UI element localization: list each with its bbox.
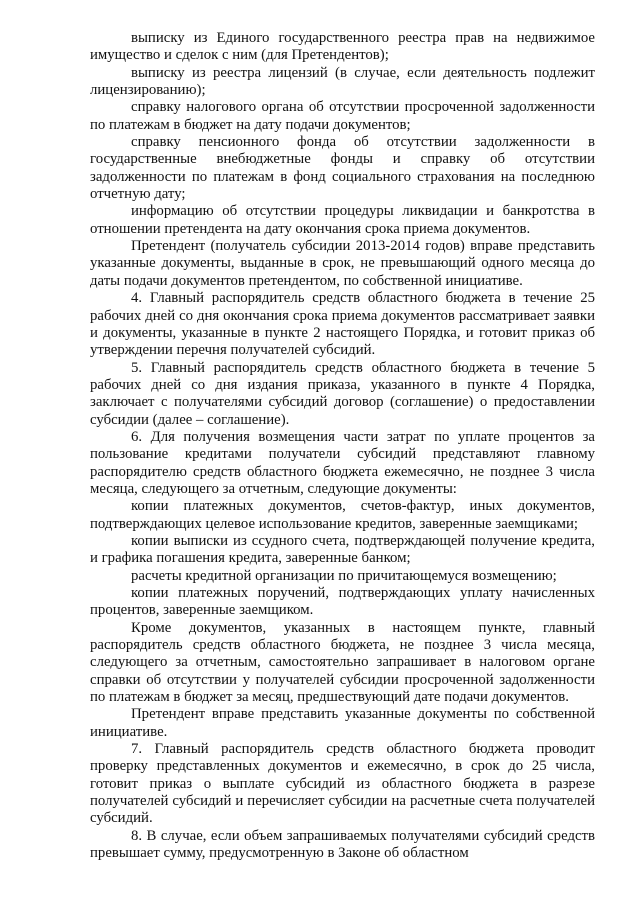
paragraph-payment-orders: копии платежных поручений, подтверждающих уплату начисленных процентов, заверенные заемщиком. xyxy=(90,585,595,619)
paragraph-loan-account-copies: копии выписки из ссудного счета, подтверждающей получение кредита, и графика погашения кредита, заверенные банком; xyxy=(90,532,595,567)
paragraph-own-initiative: Претендент вправе представить указанные документы по собственной инициативе. xyxy=(90,706,595,740)
paragraph-item-4: 4. Главный распорядитель средств областного бюджета в течение 25 рабочих дней со дня окончания срока приема документов рассматривает заявки и документы, указанные в пункте 2 настоящего Порядка, и готовит приказ об утверждении перечня получателей субсидий. xyxy=(90,290,595,359)
document-page xyxy=(90,30,595,863)
paragraph-tax-request: Кроме документов, указанных в настоящем пункте, главный распорядитель средств областного бюджета, не позднее 3 числа месяца, следующего за отчетным, самостоятельно запрашивает в налоговом органе справки об отсутствии у получателей субсидии просроченной задолженности по платежам в бюджет за месяц, предшествующий дате подачи документов. xyxy=(90,619,595,706)
paragraph-item-6: 6. Для получения возмещения части затрат по уплате процентов за пользование кредитами получатели субсидий представляют главному распорядителю средств областного бюджета ежемесячно, не позднее 3 числа месяца, следующего за отчетным, следующие документы: xyxy=(90,428,595,497)
paragraph-tax-certificate: справку налогового органа об отсутствии просроченной задолженности по платежам в бюджет на дату подачи документов; xyxy=(90,99,595,133)
paragraph-credit-calculations: расчеты кредитной организации по причитающемуся возмещению; xyxy=(131,567,557,584)
paragraph-applicant-right: Претендент (получатель субсидии 2013-2014 годов) вправе представить указанные документы, выданные в срок, не превышающий одного месяца до даты подачи документов претендентом, по собственной инициативе. xyxy=(90,238,595,289)
paragraph-pension-certificate: справку пенсионного фонда об отсутствии задолженности в государственные внебюджетные фонды и справку об отсутствии задолженности по платежам в фонд социального страхования на последнюю отчетную дату; xyxy=(90,134,595,203)
paragraph-payment-copies: копии платежных документов, счетов-фактур, иных документов, подтверждающих целевое использование кредитов, заверенные заемщиками; xyxy=(90,498,595,532)
paragraph-liquidation-info: информацию об отсутствии процедуры ликвидации и банкротства в отношении претендента на дату окончания срока приема документов. xyxy=(90,203,595,237)
paragraph-license-extract: выписку из реестра лицензий (в случае, если деятельность подлежит лицензированию); xyxy=(90,64,595,99)
paragraph-egrp-extract: выписку из Единого государственного реестра прав на недвижимое имущество и сделок с ним (для Претендентов); xyxy=(90,30,595,64)
paragraph-item-7: 7. Главный распорядитель средств областного бюджета проводит проверку представленных документов и ежемесячно, в срок до 25 числа, готовит приказ о выплате субсидий из областного бюджета в разрезе получателей субсидий и перечисляет субсидии на расчетные счета получателей субсидий. xyxy=(90,741,595,827)
paragraph-item-5: 5. Главный распорядитель средств областного бюджета в течение 5 рабочих дней со дня издания приказа, указанного в пункте 4 Порядка, заключает с получателями субсидий договор (соглашение) о предоставлении субсидии (далее – соглашение). xyxy=(90,359,595,428)
paragraph-item-8: 8. В случае, если объем запрашиваемых получателями субсидий средств превышает сумму, предусмотренную в Законе об областном xyxy=(90,827,595,862)
